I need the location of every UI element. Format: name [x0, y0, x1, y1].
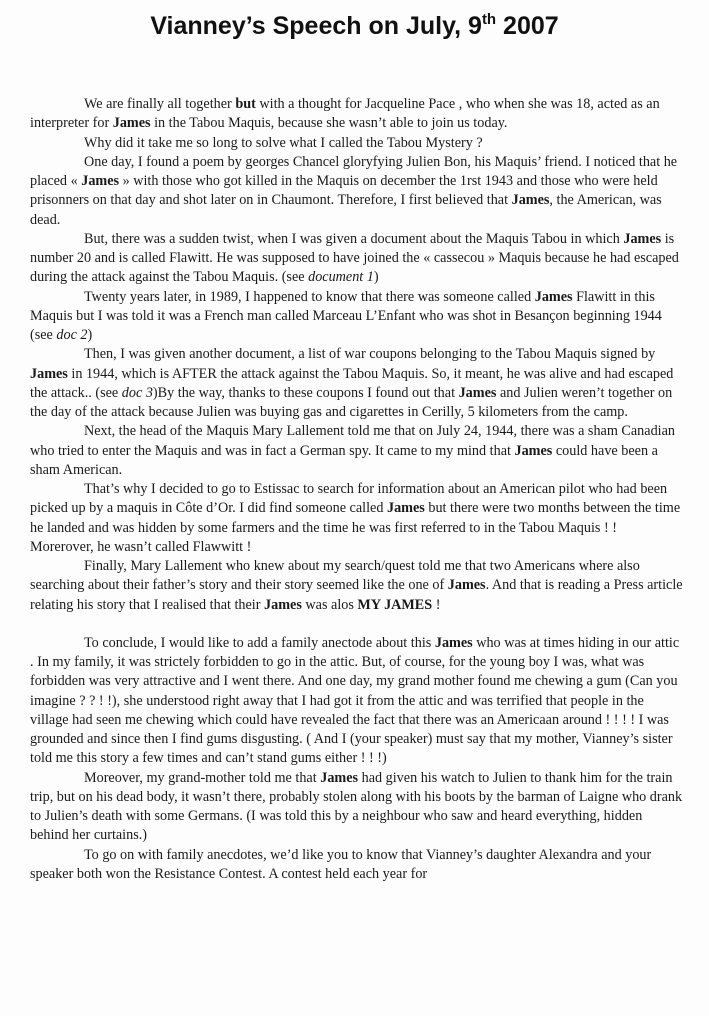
paragraph [30, 480, 684, 557]
text-run: Next, the head of the Maquis Mary Lallement told me that on July 24, 1944, there was a sham Canadian who tried to enter the Maquis and was in fact a German spy. It came to my mind that [30, 423, 675, 459]
bold-text: James [30, 365, 68, 382]
paragraph [30, 288, 684, 346]
text-run: We are finally all together [84, 96, 236, 112]
paragraph [30, 422, 684, 480]
text-run: ) [373, 269, 379, 286]
bold-text: James [458, 384, 497, 401]
text-run: could have been a sham American. [30, 442, 658, 478]
text-run: ) [87, 327, 93, 343]
page-title [0, 12, 709, 41]
paragraph [30, 769, 684, 846]
text-run: Twenty years later, in 1989, I happened to know that there was someone called [84, 288, 535, 305]
paragraph [30, 345, 684, 422]
bold-text: James [81, 173, 120, 189]
text-run: in 1944, which is AFTER the attack against the Tabou Maquis. So, it meant, he was alive and had escaped the attack.. (see [30, 365, 674, 401]
paragraph [30, 230, 684, 288]
text-run: is number 20 and is called Flawitt. He was supposed to have joined the « cassecou » Maquis because he had escaped during the attack against the Tabou Maquis. (see [30, 230, 679, 286]
text-run: But, there was a sudden twist, when I was given a document about the Maquis Tabou in which [84, 230, 624, 247]
italic-text: document 1 [308, 269, 374, 286]
bold-text: James [514, 442, 553, 459]
text-run: ! [432, 596, 441, 613]
text-run: That’s why I decided to go to Estissac to search for information about an American pilot who had been picked up by a maquis in Côte d’Or. I did find someone called [30, 481, 668, 517]
bold-text: James [434, 634, 473, 651]
text-run: Finally, Mary Lallement who knew about my search/quest told me that two Americans where also searching about their father’s story and their story seemed like the one of [30, 558, 640, 594]
text-run: with a thought for Jacqueline Pace , who when she was 18, acted as an interpreter for [30, 96, 660, 132]
text-run: To conclude, I would like to add a family anectode about this [84, 634, 435, 651]
paragraph [30, 153, 684, 230]
bold-text: James [264, 596, 302, 613]
text-run: Moreover, my grand-mother told me that [84, 769, 321, 786]
bold-text: James [386, 500, 425, 517]
title-text: Vianney’s Speech on July, 9 [150, 12, 482, 40]
title-year: 2007 [496, 12, 559, 40]
text-run: had given his watch to Julien to thank him for the train trip, but on his dead body, it wasn’t there, probably stolen along with his boots by the barman of Laigne who drank to Julien’s death with some Germans. (I was told this by a neighbour who saw and heard everything, hidden behind her curtains.) [30, 769, 683, 844]
bold-text: James [534, 288, 573, 305]
text-run: was alos [301, 596, 358, 613]
paragraph [30, 557, 684, 615]
bold-text: James [320, 769, 359, 786]
italic-text: doc 2 [56, 327, 88, 343]
text-run: . And that is reading a Press article relating his story that I realised that their [30, 577, 683, 613]
text-run: , the American, was dead. [30, 192, 662, 228]
bold-text: MY JAMES [357, 596, 433, 613]
text-run: Then, I was given another document, a list of war coupons belonging to the Tabou Maquis signed by [84, 346, 656, 363]
bold-text: but [235, 96, 256, 112]
bold-text: James [623, 230, 662, 247]
paragraph [30, 95, 684, 134]
text-run: One day, I found a poem by georges Chancel gloryfying Julien Bon, his Maquis’ friend. I noticed that he placed « [30, 153, 678, 189]
text-run: but there were two months between the time he landed and was hidden by some farmers and the time he was first referred to in the Tabou Maquis ! ! Morerover, he wasn’t called Flawwitt ! [30, 500, 681, 555]
title-superscript: th [481, 11, 497, 28]
bold-text: James [447, 577, 486, 594]
text-run: and Julien weren’t together on the day of the attack because Julien was buying gas and cigarettes in Cerilly, 5 kilometers from the camp. [30, 384, 673, 420]
text-run: Flawitt in this Maquis but I was told it was a French man called Marceau L’Enfant who was shot in Besançon beginning 1944 (see [30, 288, 662, 343]
text-run: )By the way, thanks to these coupons I found out that [152, 384, 459, 401]
bold-text: James [511, 192, 550, 209]
text-run: Why did it take me so long to solve what I called the Tabou Mystery ? [84, 134, 483, 151]
text-run: » with those who got killed in the Maquis on december the 1rst 1943 and those who were held prisonners on that day and shot later on in Chaumont. Therefore, I first believed that [30, 173, 658, 209]
bold-text: James [112, 115, 151, 132]
italic-text: doc 3 [121, 384, 153, 401]
speech-body [30, 95, 684, 884]
paragraph [30, 134, 684, 153]
paragraph [30, 846, 684, 885]
text-run: who was at times hiding in our attic . In my family, it was strictely forbidden to go in the attic. But, of course, for the young boy I was, what was forbidden was very attractive and I went there. And one day, my grand mother found me chewing a gum (Can you imagine ? ? ! !), she understood right away that I had got it from the attic and was terrified that people in the village had seen me chewing which could have revealed the fact that there was an Americaan around ! ! ! ! I was grounded and since then I find gums disgusting. ( And I (your speaker) must say that my mother, Vianney’s sister told me this story a few times and can’t stand gums either ! ! !) [30, 634, 680, 767]
paragraph [30, 634, 684, 769]
text-run: To go on with family anecdotes, we’d like you to know that Vianney’s daughter Alexandra and your speaker both won the Resistance Contest. A contest held each year for [30, 846, 652, 882]
text-run: in the Tabou Maquis, because she wasn’t able to join us today. [150, 115, 508, 132]
